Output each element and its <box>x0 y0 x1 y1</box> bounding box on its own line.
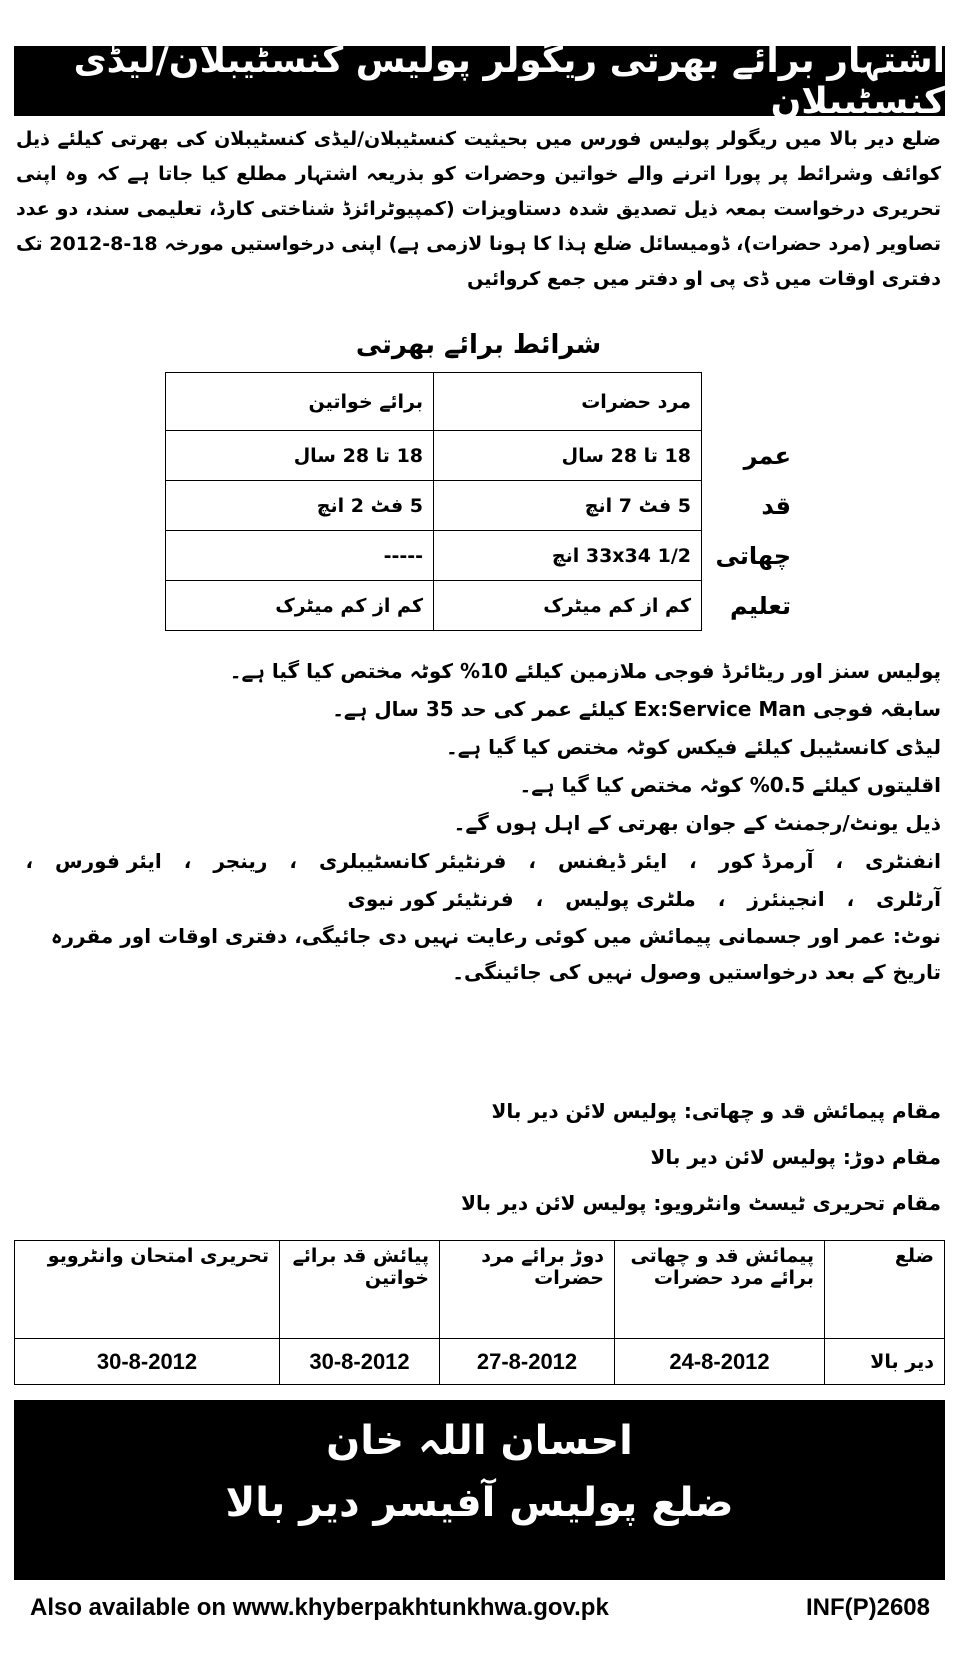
schedule-date: 30-8-2012 <box>15 1339 280 1385</box>
requirements-heading: شرائط برائے بھرتی <box>355 330 602 360</box>
requirement-women: ----- <box>166 531 434 581</box>
location-item: مقام پیمائش قد و چھاتی: پولیس لائن دیر بالا <box>491 1099 941 1123</box>
schedule-header: پیمائش قد و چھاتی برائے مرد حضرات <box>615 1241 825 1339</box>
units-list-row-2: آرٹلری ، انجینئرز ، ملٹری پولیس ، فرنٹیئر کور نیوی <box>16 880 941 918</box>
requirement-men: 33x34 1/2 انچ <box>434 531 702 581</box>
note-label: نوٹ: <box>892 924 941 948</box>
requirement-women: 5 فٹ 2 انچ <box>166 481 434 531</box>
schedule-date: 30-8-2012 <box>280 1339 440 1385</box>
unit-item: فرنٹیئر کور نیوی <box>347 887 514 911</box>
schedule-header: دوڑ برائے مرد حضرات <box>440 1241 615 1339</box>
unit-item: انفنٹری <box>865 849 941 873</box>
schedule-date: 27-8-2012 <box>440 1339 615 1385</box>
requirement-women: کم از کم میٹرک <box>166 581 434 631</box>
schedule-header-row <box>15 1241 945 1339</box>
unit-item: فرنٹیئر کانسٹیبلری <box>319 849 507 873</box>
note-item: اقلیتوں کیلئے 0.5% کوٹہ مختص کیا گیا ہے۔ <box>519 773 941 797</box>
requirement-row-education <box>166 581 798 631</box>
unit-item: آرٹلری <box>876 887 941 911</box>
units-list-row-1: انفنٹری ، آرمرڈ کور ، ایئر ڈیفنس ، فرنٹیئر کانسٹیبلری ، رینجر ، ایئر فورس ، <box>16 842 941 880</box>
schedule-header: تحریری امتحان وانٹرویو <box>15 1241 280 1339</box>
col-women-header: برائے خواتین <box>166 373 434 431</box>
unit-item: آرمرڈ کور <box>718 849 814 873</box>
officer-designation: ضلع پولیس آفیسر دیر بالا <box>225 1480 734 1526</box>
note-item: پولیس سنز اور ریٹائرڈ فوجی ملازمین کیلئے 10% کوٹہ مختص کیا گیا ہے۔ <box>229 659 941 683</box>
requirements-header-row <box>166 373 798 431</box>
unit-item: ایئر فورس <box>55 849 162 873</box>
requirement-label: قد <box>702 481 798 531</box>
col-men-header: مرد حضرات <box>434 373 702 431</box>
intro-paragraph: ضلع دیر بالا میں ریگولر پولیس فورس میں بحیثیت کنسٹیبلان/لیڈی کنسٹیبلان کی بھرتی کیلئے ذیل کوائف وشرائط پر پورا اترنے والے خواتین وحضرات کو بذریعہ اشتہار مطلع کیا جاتا ہے کہ وہ اپنی تحریری درخواست بمعہ ذیل تصدیق شدہ دستاویزات (کمپیوٹرائزڈ شناختی کارڈ، تعلیمی سند، دو عدد تصاویر (مرد حضرات)، ڈومیسائل ضلع ہذا کا ہونا لازمی ہے) اپنی درخواستیں مورخہ 18-8-2012 تک دفتری اوقات میں ڈی پی او دفتر میں جمع کروائیں <box>16 128 941 290</box>
requirement-label: تعلیم <box>702 581 798 631</box>
requirements-table <box>165 372 797 631</box>
officer-name: احسان اللہ خان <box>326 1418 633 1464</box>
schedule-header: پیائش قد برائے خواتین <box>280 1241 440 1339</box>
location-item: مقام تحریری ٹیسٹ وانٹرویو: پولیس لائن دیر بالا <box>461 1191 941 1215</box>
schedule-header: ضلع <box>825 1241 945 1339</box>
advertisement-title: اشتہار برائے بھرتی ریگولر پولیس کنسٹیبلان/لیڈی کنسٹیبلان <box>14 46 945 116</box>
note-item: سابقہ فوجی Ex:Service Man کیلئے عمر کی حد 35 سال ہے۔ <box>332 697 941 721</box>
notes-section <box>16 652 941 990</box>
footer <box>30 1594 930 1622</box>
requirement-row-height <box>166 481 798 531</box>
footer-reference: INF(P)2608 <box>805 1594 930 1621</box>
unit-item: ملٹری پولیس <box>565 887 696 911</box>
requirement-label: چھاتی <box>702 531 798 581</box>
unit-item: انجینئرز <box>747 887 825 911</box>
note-text: عمر اور جسمانی پیمائش میں کوئی رعایت نہیں دی جائیگی، دفتری اوقات اور مقررہ تاریخ کے بعد درخواستیں وصول نہیں کی جائینگی۔ <box>50 924 941 984</box>
requirement-women: 18 تا 28 سال <box>166 431 434 481</box>
requirements-corner <box>702 373 798 431</box>
locations-section <box>16 1088 941 1226</box>
footer-website: Also available on www.khyberpakhtunkhwa.gov.pk <box>30 1594 609 1621</box>
requirement-label: عمر <box>702 431 798 481</box>
requirement-men: 5 فٹ 7 انچ <box>434 481 702 531</box>
signature-block <box>14 1400 945 1580</box>
requirement-row-chest <box>166 531 798 581</box>
disclaimer-note <box>16 918 941 990</box>
note-item: لیڈی کانسٹیبل کیلئے فیکس کوٹہ مختص کیا گیا ہے۔ <box>445 735 941 759</box>
requirement-men: کم از کم میٹرک <box>434 581 702 631</box>
requirement-row-age <box>166 431 798 481</box>
schedule-date: 24-8-2012 <box>615 1339 825 1385</box>
schedule-date-row <box>15 1339 945 1385</box>
unit-item: ایئر ڈیفنس <box>557 849 668 873</box>
note-item: ذیل یونٹ/رجمنٹ کے جوان بھرتی کے اہل ہوں گے۔ <box>453 811 941 835</box>
schedule-district: دیر بالا <box>825 1339 945 1385</box>
requirement-men: 18 تا 28 سال <box>434 431 702 481</box>
schedule-table <box>14 1240 945 1385</box>
location-item: مقام دوڑ: پولیس لائن دیر بالا <box>650 1145 941 1169</box>
unit-item: رینجر <box>213 849 268 873</box>
